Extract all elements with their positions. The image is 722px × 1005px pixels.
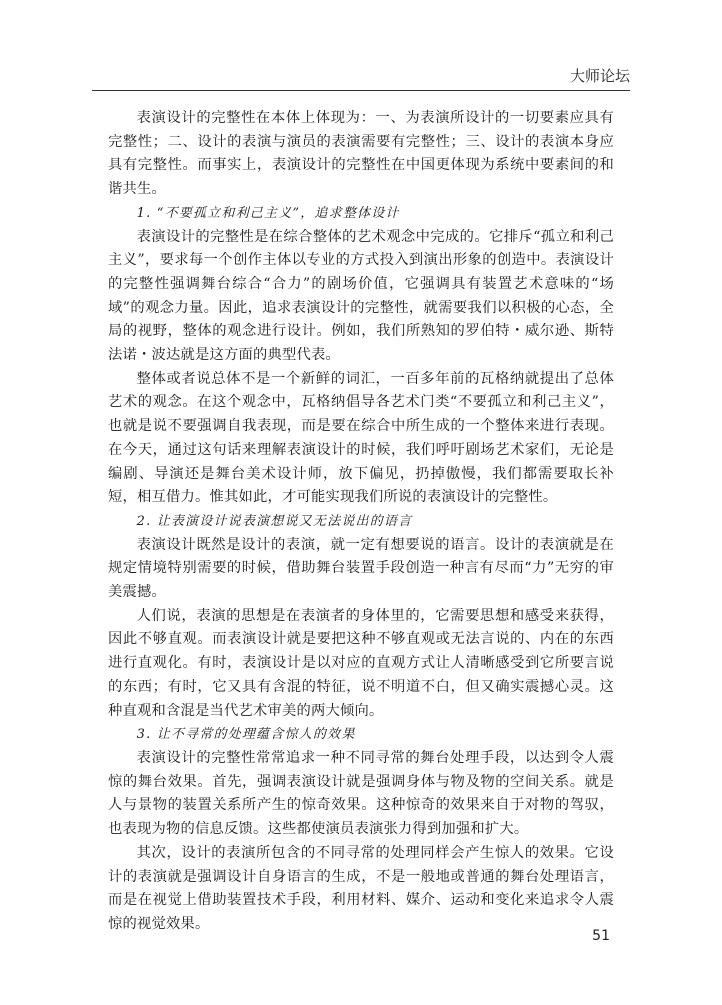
- heading-2: 2. 让表演设计说表演想说又无法说出的语言: [136, 513, 413, 529]
- heading-1: 1. “不要孤立和利己主义”，追求整体设计: [136, 205, 400, 221]
- page-number: 51: [592, 928, 610, 944]
- paragraph-3: 整体或者说总体不是一个新鲜的词汇，一百多年前的瓦格纳就提出了总体艺术的观念。在这个观念中，瓦格纳倡导各艺术门类“不要孤立和利己主义”，也就是说不要强调自我表现，而是要在综合中所生成的一个整体来进行表现。在今天，通过这句话来理解表演设计的时候，我们呼吁剧场艺术家们，无论是编剧、导演还是舞台美术设计师，放下偏见，扔掉傲慢，我们都需要取长补短，相互借力。惟其如此，才可能实现我们所说的表演设计的完整性。: [108, 370, 614, 506]
- paragraph-4: 表演设计既然是设计的表演，就一定有想要说的语言。设计的表演就是在规定情境特别需要的时候，借助舞台装置手段创造一种言有尽而“力”无穷的审美震撼。: [108, 536, 614, 601]
- paragraph-6: 表演设计的完整性常常追求一种不同寻常的舞台处理手段，以达到令人震惊的舞台效果。首先，强调表演设计就是强调身体与物及物的空间关系。就是人与景物的装置关系所产生的惊奇效果。这种惊奇的效果来自于对物的驾驭，也表现为物的信息反馈。这些都使演员表演张力得到加强和扩大。: [108, 749, 614, 838]
- paragraph-7: 其次，设计的表演所包含的不同寻常的处理同样会产生惊人的效果。它设计的表演就是强调设计自身语言的生成，不是一般地或普通的舞台处理语言，而是在视觉上借助装置技术手段，利用材料、媒介、运动和变化来追求令人震惊的视觉效果。: [108, 844, 614, 932]
- heading-3: 3. 让不寻常的处理蕴含惊人的效果: [136, 727, 356, 743]
- paragraph-5: 人们说，表演的思想是在表演者的身体里的，它需要思想和感受来获得，因此不够直观。而表演设计就是要把这种不够直观或无法言说的、内在的东西进行直观化。有时，表演设计是以对应的直观方式让人清晰感受到它所要言说的东西；有时，它又具有含混的特征，说不明道不白，但又确实震撼心灵。这种直观和含混是当代艺术审美的两大倾向。: [108, 607, 614, 719]
- section-title: 大师论坛: [569, 67, 630, 85]
- paragraph-1: 表演设计的完整性在本体上体现为：一、为表演所设计的一切要素应具有完整性；二、设计的表演与演员的表演需要有完整性；三、设计的表演本身应具有完整性。而事实上，表演设计的完整性在中国更体现为系统中要素间的和谐共生。: [108, 110, 614, 198]
- article-body: [108, 107, 614, 937]
- paragraph-2: 表演设计的完整性是在综合整体的艺术观念中完成的。它排斥“孤立和利己主义”，要求每一个创作主体以专业的方式投入到演出形象的创造中。表演设计的完整性强调舞台综合“合力”的剧场价值，它强调具有装置艺术意味的“场域”的观念力量。因此，追求表演设计的完整性，就需要我们以积极的心态，全局的视野，整体的观念进行设计。例如，我们所熟知的罗伯特・威尔逊、斯特法诺・波达就是这方面的典型代表。: [108, 228, 614, 364]
- page-header: [92, 62, 630, 91]
